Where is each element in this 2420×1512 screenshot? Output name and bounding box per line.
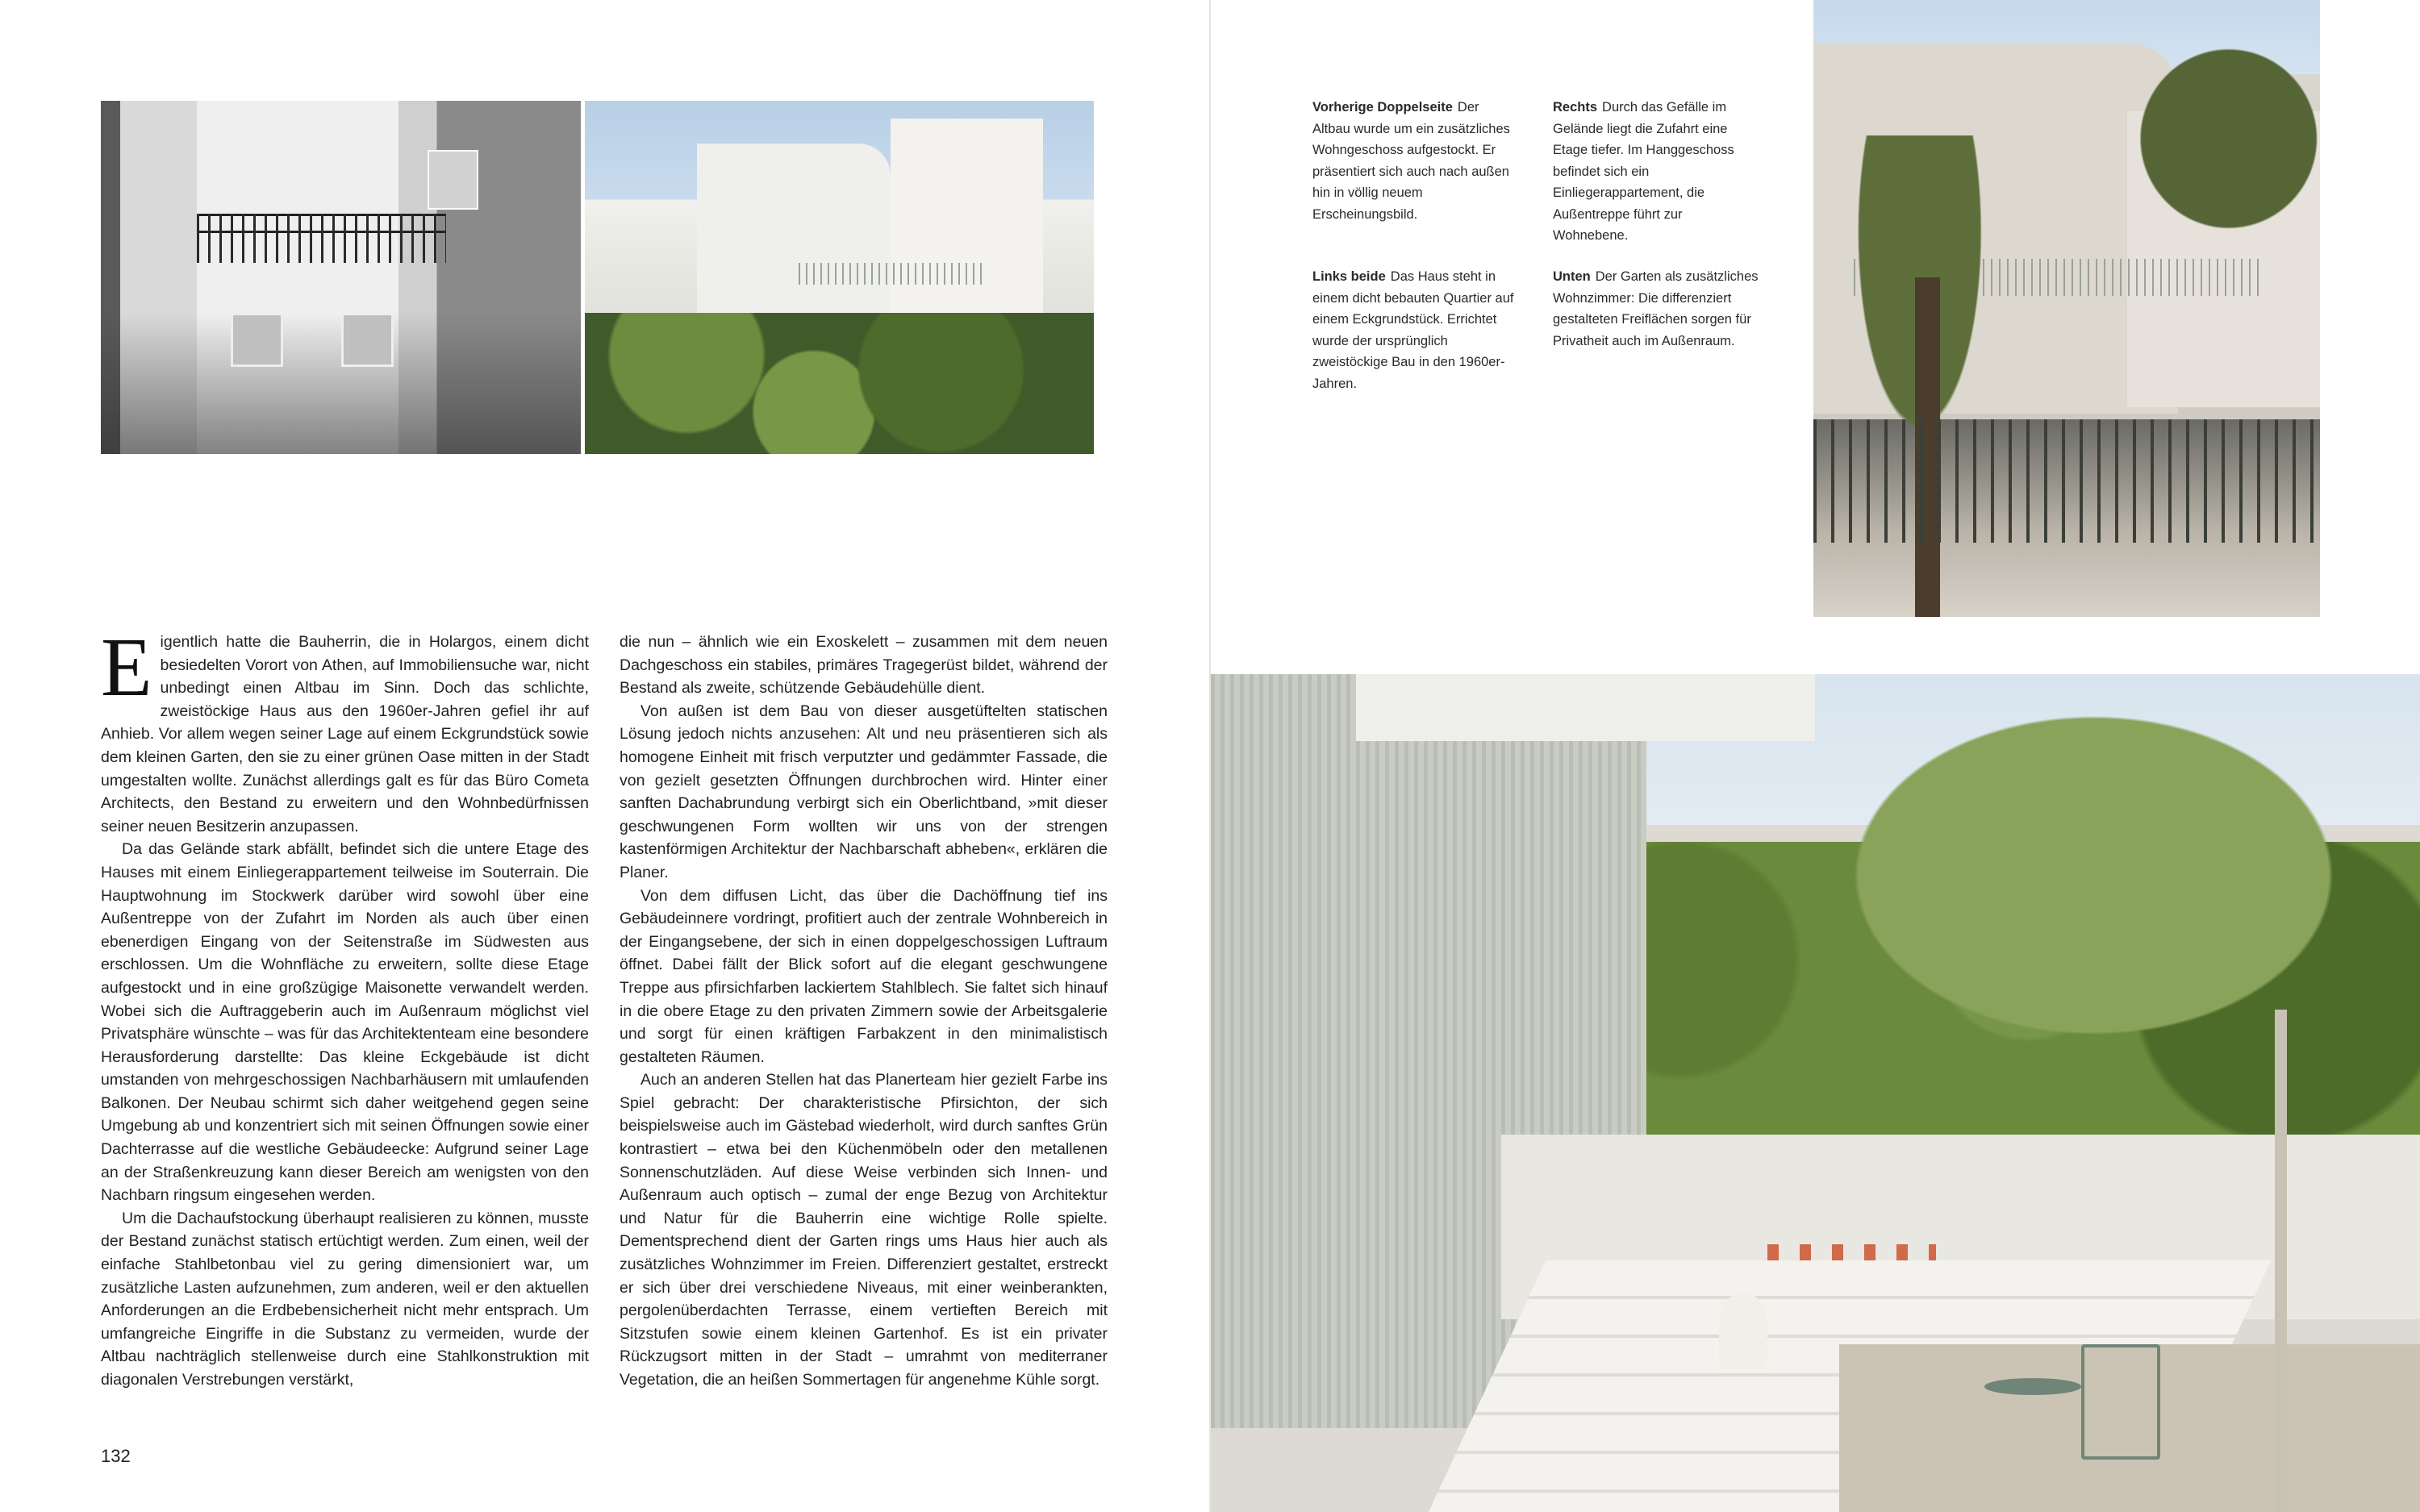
left-page — [0, 0, 1209, 1512]
article-paragraph: Auch an anderen Stellen hat das Planerteam hier gezielt Farbe ins Spiel gebracht: Der charakteristische Pfirsichton, der sich beispielsweise auch im Gästebad wiederholt, wird durch sanftes Grün kontrastiert – etwa bei den Küchenmöbeln oder den metallenen Sonnenschutzläden. Auf diese Weise verbinden sich Innen- und Außenraum auch optisch – zumal der enge Bezug von Architektur und Natur für die Bauherrin eine wichtige Rolle spielte. Dementsprechend dient der Garten rings ums Haus hier auch als zusätzliches Wohnzimmer im Freien. Differenziert gestaltet, erstreckt er sich über drei verschiedene Niveaus, mit einer weinberankten, pergolenüberdachten Terrasse, einem vertieften Bereich mit Sitzstufen sowie einem kleinen Gartenhof. Es ist ein privater Rückzugsort mitten in der Stadt – umrahmt von mediterraner Vegetation, die an heißen Sommertagen für angenehme Kühle sorgt. — [620, 1071, 1108, 1389]
door-shape — [428, 150, 479, 210]
caption-text: Durch das Gefälle im Gelände liegt die Zufahrt eine Etage tiefer. Im Hanggeschoss befindet sich ein Einliegerappartement, die Außentreppe führt zur Wohnebene. — [1553, 100, 1734, 243]
caption-previous-spread — [1312, 97, 1518, 225]
article-paragraph: die nun – ähnlich wie ein Exoskelett – zusammen mit dem neuen Dachgeschoss ein stabiles, primäres Tragegerüst bildet, während der Bestand als zweite, schützende Gebäudehülle dient. — [620, 633, 1108, 698]
renovated-house-photo — [585, 101, 1094, 454]
caption-left-both — [1312, 266, 1518, 394]
tree-canopy-shape — [1792, 674, 2397, 1077]
window-shape — [231, 313, 284, 367]
neighbor-building-shape — [891, 119, 1043, 323]
old-house-photo — [101, 101, 581, 454]
drop-cap: E — [101, 621, 152, 714]
caption-lead: Links beide — [1312, 269, 1386, 284]
caption-text: Der Garten als zusätzliches Wohnzimmer: Die differenziert gestalteten Freiflächen sorgen für Privatheit auch im Außenraum. — [1553, 269, 1759, 348]
railing-shape — [799, 263, 982, 284]
page-number: 132 — [101, 1446, 131, 1466]
garden-chair-shape — [2081, 1344, 2160, 1460]
caption-text: Der Altbau wurde um ein zusätzliches Wohngeschoss aufgestockt. Er präsentiert sich auch nach außen hin in völlig neuem Erscheinungsbild. — [1312, 100, 1510, 222]
caption-lead: Unten — [1553, 269, 1591, 284]
caption-below — [1553, 266, 1759, 352]
garden-photo — [1211, 674, 2420, 1512]
tree-shape — [2092, 0, 2320, 277]
garden-table-shape — [1984, 1378, 2081, 1395]
caption-right — [1553, 97, 1759, 247]
article-paragraph: Von dem diffusen Licht, das über die Dachöffnung tief ins Gebäudeinnere vordringt, profitiert auch der zentrale Wohnbereich in der Eingangsebene, der sich in einen doppelgeschossigen Luftraum öffnet. Dabei fällt der Blick sofort auf die elegant geschwungene Treppe aus pfirsichfarben lackiertem Stahlblech. Sie faltet sich hinauf in die obere Etage zu den privaten Zimmern sowie der Arbeitsgalerie und sorgt für einen kräftigen Farbakzent in den minimalistisch gestalteten Räumen. — [620, 886, 1108, 1066]
article-paragraph: Da das Gelände stark abfällt, befindet sich die untere Etage des Hauses mit einem Einliegerappartement teilweise im Souterrain. Die Hauptwohnung im Stockwerk darüber wird sowohl über eine Außentreppe von der Zufahrt im Norden als auch über einen ebenerdigen Eingang von der Seitenstraße im Südwesten aus erschlossen. Um die Wohnfläche zu erweitern, sollte diese Etage aufgestockt und in eine großzügige Maisonette verwandelt werden. Wobei sich die Auftraggeberin auch im Außenraum möglichst viel Privatsphäre wünschte – was für das Architektenteam eine besondere Herausforderung darstellte: Das kleine Eckgebäude ist dicht umstanden von mehrgeschossigen Nachbarhäusern mit umlaufenden Balkonen. Der Neubau schirmt sich daher weitgehend gegen seine Umgebung ab und konzentriert sich mit seinen Öffnungen sowie einer Dachterrasse auf die westliche Gebäudeecke: Aufgrund seiner Lage an der Straßenkreuzung kann dieser Bereich am wenigsten von den Nachbarn ringsum eingesehen werden. — [101, 840, 589, 1205]
seated-person-shape — [1719, 1294, 1767, 1370]
railing-shape — [197, 214, 446, 263]
article-column-2 — [620, 631, 1108, 1392]
gate-fence-shape — [1813, 419, 2320, 543]
street-gate-photo — [1813, 0, 2320, 617]
paragraph-text: igentlich hatte die Bauherrin, die in Holargos, einem dicht besiedelten Vorort von Athen, auf Immobiliensuche war, nicht unbedingt einen Altbau im Sinn. Doch das schlichte, zweistöckige Haus aus den 1960er-Jahren gefiel ihr auf Anhieb. Vor allem wegen seiner Lage auf einem Eckgrundstück sowie dem kleinen Garten, den sie zu einer grünen Oase mitten in der Stadt umgestalten wollte. Zunächst allerdings galt es für das Büro Cometa Architects, den Bestand zu erweitern und den Wohnbedürfnissen seiner neuen Besitzerin anzupassen. — [101, 633, 589, 835]
caption-lead: Rechts — [1553, 100, 1598, 115]
article-column-1 — [101, 621, 589, 1392]
olive-tree-shape — [1838, 135, 2041, 617]
article-paragraph: Von außen ist dem Bau von dieser ausgetüftelten statischen Lösung jedoch nichts anzusehen: Alt und neu präsentieren sich als homogene Einheit mit frisch verputzter und gedämmter Fassade, die von gezielt gesetzten Öffnungen durchbrochen wird. Hinter einer sanften Dachabrundung verbirgt sich ein Oberlichtband, »mit dieser geschwungenen Form wollten wir uns von der strengen kastenförmigen Architektur der Nachbarschaft abheben«, erklären die Planer. — [620, 702, 1108, 881]
article-paragraph — [101, 621, 589, 838]
trees-shape — [585, 313, 1094, 454]
caption-lead: Vorherige Doppelseite — [1312, 100, 1453, 115]
window-shape — [341, 313, 394, 367]
article-paragraph: Um die Dachaufstockung überhaupt realisieren zu können, musste der Bestand zunächst statisch ertüchtigt werden. Zum einen, weil der einfache Stahlbetonbau viel zu gering dimensioniert war, um zusätzliche Lasten aufzunehmen, zum anderen, weil er den aktuellen Anforderungen an die Erdbebensicherheit nicht mehr entsprach. Um umfangreiche Eingriffe in die Substanz zu vermeiden, wurde der Altbau nachträglich stellenweise durch eine Stahlkonstruktion mit diagonalen Verstrebungen verstärkt, — [101, 1209, 589, 1389]
building-shape — [697, 144, 891, 320]
tree-trunk-shape — [2275, 1010, 2287, 1512]
roof-overhang-shape — [1356, 674, 1816, 741]
caption-text: Das Haus steht in einem dicht bebauten Quartier auf einem Eckgrundstück. Errichtet wurde der ursprünglich zweistöckige Bau in den 1960er-Jahren. — [1312, 269, 1514, 391]
